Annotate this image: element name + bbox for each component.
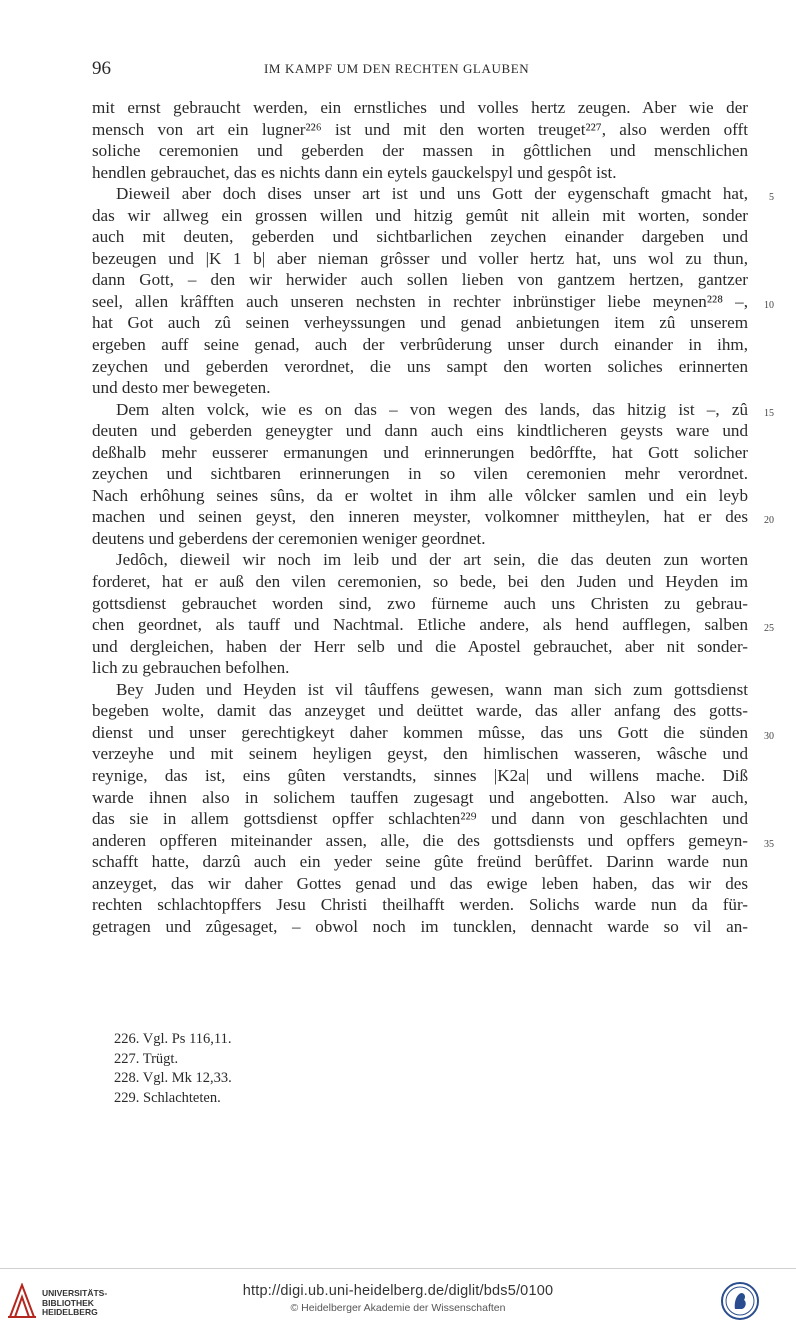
text-line [92, 205, 748, 227]
text-line-content: Jedôch, dieweil wir noch im leib und der art sein, die das deuten zun worten [116, 550, 748, 570]
page-header [92, 58, 748, 80]
text-line [92, 808, 748, 830]
text-line-content: Dem alten volck, wie es on das – von wegen des lands, das hitzig ist –, zû [116, 399, 748, 419]
text-line [92, 916, 748, 938]
footer-center [180, 1283, 616, 1314]
text-line-content: ergeben auff seine genad, auch der verbrûderung unser durch einander in ihm, [92, 335, 748, 355]
page-number: 96 [92, 58, 111, 79]
text-line-content: zeychen und sichtbaren erinnerungen in so vilen ceremonien mehr verordnet. [92, 464, 748, 484]
text-line-content: reynige, das ist, eins gûten verstandts, sinnes |K2a| und willens mache. Diß [92, 765, 748, 785]
library-logo[interactable] [8, 1283, 118, 1323]
text-line [92, 657, 748, 679]
text-line [92, 226, 748, 248]
text-line [92, 743, 748, 765]
text-line [92, 334, 748, 356]
text-line [92, 140, 748, 162]
text-line-content: getragen und zûgesaget, – obwol noch im tuncklen, dennacht warde so vil an- [92, 916, 748, 936]
text-line-content: machen und seinen geyst, den inneren meyster, volkomner mittheylen, hat er des [92, 507, 748, 527]
body-text [92, 97, 774, 937]
text-line [92, 571, 748, 593]
text-line [92, 636, 748, 658]
text-line-content: dann Gott, – den wir herwider auch sollen lieben von gantzem hertzen, gantzer [92, 270, 748, 290]
text-line-content: anderen opfferen miteinander assen, alle, die des gottsdiensts und opffers gemeyn- [92, 830, 748, 850]
text-line [92, 851, 748, 873]
text-line-content: mit ernst gebraucht werden, ein ernstliches und volles hertz zeugen. Aber wie der [92, 98, 748, 117]
text-line-content: das sie in allem gottsdienst opffer schlachten²²⁹ und dann von geschlachten und [92, 809, 748, 829]
text-line [92, 722, 774, 744]
text-line [92, 873, 748, 895]
text-line [92, 377, 748, 399]
text-line-content: auch mit deuten, geberden und sichtbarlichen zeychen einander dargeben und [92, 227, 748, 247]
text-line-content: und dergleichen, haben der Herr selb und die Apostel gebrauchet, aber nit sonder- [92, 636, 748, 656]
library-name: UNIVERSITÄTS- BIBLIOTHEK HEIDELBERG [42, 1288, 108, 1317]
footnote: 226. Vgl. Ps 116,11. [114, 1031, 232, 1047]
text-line [92, 549, 748, 571]
text-line [92, 787, 748, 809]
library-logo-icon [8, 1283, 36, 1319]
text-line [92, 399, 774, 421]
text-line [92, 97, 748, 119]
text-line-content: Nach erhôhung seines sûns, da er woltet in ihm alle vôlcker samlen und ein leyb [92, 485, 748, 505]
text-line [92, 420, 748, 442]
footnote: 229. Schlachteten. [114, 1089, 221, 1106]
text-line-content: soliche ceremonien und geberden der massen in gôttlichen und menschlichen [92, 141, 748, 161]
text-line-content: hendlen gebrauchet, das es nichts dann ein eytels gauckelspyl und gespôt ist. [92, 162, 617, 182]
text-line [92, 269, 748, 291]
text-line-content: das wir allweg ein grossen willen und hitzig gemût nit allein mit worten, sonder [92, 205, 748, 225]
text-line-content: Bey Juden und Heyden ist vil tâuffens gewesen, wann man sich zum gottsdienst [116, 679, 748, 699]
text-line-content: begeben wolte, damit das anzeyget und deüttet warde, das aller anfang des gotts- [92, 701, 748, 721]
footnote: 227. Trügt. [114, 1050, 179, 1067]
running-title: IM KAMPF UM DEN RECHTEN GLAUBEN [264, 61, 530, 76]
text-line-content: bezeugen und |K 1 b| aber nieman grôsser und voller hertz hat, uns wol zu thun, [92, 248, 748, 268]
digitization-url-link[interactable]: http://digi.ub.uni-heidelberg.de/diglit/bds5/0100 [242, 1283, 554, 1299]
text-line [92, 119, 748, 141]
margin-line-number: 15 [764, 407, 774, 419]
margin-line-number: 10 [764, 299, 774, 311]
text-line-content: deutens und geberdens der ceremonien weniger geordnet. [92, 528, 486, 548]
text-line [92, 679, 748, 701]
text-line-content: chen geordnet, als tauff und Nachtmal. Etliche andere, als hend aufflegen, salben [92, 615, 748, 635]
text-line-content: zeychen und geberden verordnet, die uns sampt den worten soliches erinnerten [92, 356, 748, 376]
text-line-content: mensch von art ein lugner²²⁶ ist und mit den worten treuget²²⁷, also werden offt [92, 119, 748, 139]
text-line-content: dienst und unser gerechtigkeyt daher kommen mûsse, das uns Gott die sünden [92, 722, 748, 742]
footnotes [114, 1030, 232, 1108]
text-line [92, 485, 748, 507]
text-line [92, 183, 774, 205]
text-line [92, 830, 774, 852]
footnote: 228. Vgl. Mk 12,33. [114, 1070, 232, 1086]
text-line-content: forderet, hat er auß den vilen ceremonien, so bede, bei den Juden und Heyden im [92, 572, 748, 592]
text-line-content: verzeyhe und mit seinem heyligen geyst, den himlischen wasseren, wâsche und [92, 744, 748, 764]
text-line [92, 312, 748, 334]
text-line [92, 162, 748, 184]
text-line [92, 291, 774, 313]
text-line [92, 463, 748, 485]
academy-seal-icon [720, 1281, 760, 1321]
margin-line-number: 30 [764, 730, 774, 742]
text-line [92, 528, 748, 550]
footer [0, 1268, 796, 1327]
text-line [92, 593, 748, 615]
margin-line-number: 25 [764, 623, 774, 635]
text-line [92, 765, 748, 787]
text-line-content: seel, allen krâfften auch unseren nechsten in rechter inbrünstiger liebe meynen²²⁸ –, [92, 291, 748, 311]
text-line-content: anzeyget, das wir daher Gottes genad und das ewige leben haben, das wir des [92, 873, 748, 893]
margin-line-number: 5 [769, 192, 774, 204]
text-line [92, 614, 774, 636]
text-line-content: warde ihnen also in solichem tauffen zugesagt und angebotten. Also war auch, [92, 787, 748, 807]
text-line [92, 356, 748, 378]
text-line-content: und desto mer bewegeten. [92, 378, 271, 398]
text-line [92, 506, 774, 528]
text-line-content: rechten schlachtopffers Jesu Christi theilhafft werden. Solichs warde nun da für- [92, 895, 748, 915]
text-line-content: deßhalb mehr eusserer ermanungen und erinnerungen bedôrffte, hat Gott solicher [92, 442, 748, 462]
text-line [92, 700, 748, 722]
copyright-notice: © Heidelberger Akademie der Wissenschaften [290, 1302, 506, 1314]
text-line-content: lich zu gebrauchen befolhen. [92, 658, 290, 678]
margin-line-number: 20 [764, 515, 774, 527]
text-line-content: gottsdienst gebrauchet worden sind, zwo fürneme auch uns Christen zu gebrau- [92, 593, 748, 613]
margin-line-number: 35 [764, 838, 774, 850]
text-line [92, 894, 748, 916]
text-line-content: schafft hatte, darzû auch ein yeder seine gûte freünd berûffet. Darinn warde nun [92, 852, 748, 872]
text-line-content: hat Got auch zû seinen verheyssungen und genad anbietungen item zû unserem [92, 313, 748, 333]
text-line-content: deuten und geberden geneygter und dann auch eins kindtlicheren geysts ware und [92, 421, 748, 441]
text-line [92, 442, 748, 464]
text-line-content: Dieweil aber doch dises unser art ist und uns Gott der eygenschaft gmacht hat, [116, 184, 748, 204]
text-line [92, 248, 748, 270]
